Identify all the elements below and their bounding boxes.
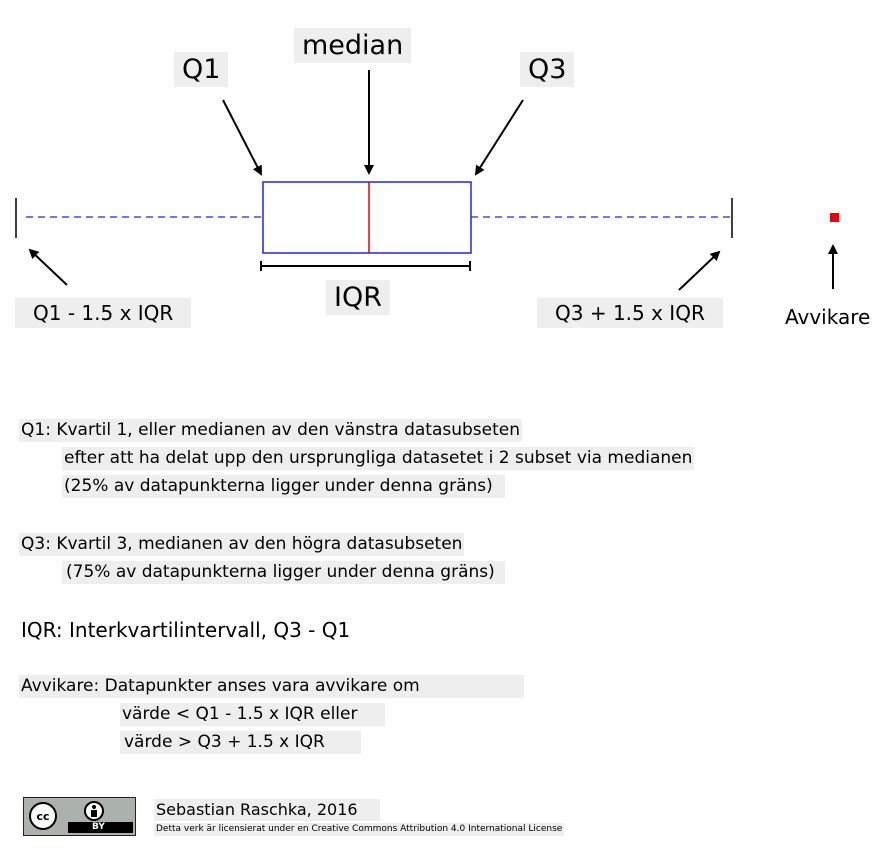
license-text[interactable]: Detta verk är licensierat under en Creative Commons Attribution 4.0 International License [156, 824, 563, 834]
iqr-box [263, 182, 471, 253]
q1-definition-line3: (25% av datapunkterna ligger under denna gräns) [62, 475, 505, 498]
upper-whisker-label: Q3 + 1.5 x IQR [537, 298, 723, 328]
q1-definition-line2: efter att ha delat upp den ursprungliga datasetet i 2 subset via medianen [62, 447, 694, 470]
q3-arrow [476, 100, 523, 174]
median-label: median [294, 28, 411, 63]
outlier-definition-line3: värde > Q3 + 1.5 x IQR [120, 731, 361, 754]
outlier-definition-line2: värde < Q1 - 1.5 x IQR eller [120, 703, 385, 726]
q3-definition-line2: (75% av datapunkterna ligger under denna gräns) [62, 561, 505, 584]
outlier-definition-line1: Avvikare: Datapunkter anses vara avvikare om [19, 675, 524, 698]
q3-label: Q3 [520, 52, 574, 87]
q1-arrow [223, 100, 261, 174]
lower-whisker-label: Q1 - 1.5 x IQR [15, 298, 191, 328]
q3-definition-line1: Q3: Kvartil 3, medianen av den högra datasubseten [19, 533, 464, 556]
by-label: BY [92, 822, 105, 832]
author-credit: Sebastian Raschka, 2016 [154, 799, 380, 821]
iqr-definition: IQR: Interkvartilintervall, Q3 - Q1 [21, 618, 351, 642]
upper-whisker-arrow [679, 252, 719, 290]
lower-whisker-arrow [30, 250, 67, 285]
cc-icon: cc [29, 802, 57, 830]
attribution-person-icon [84, 801, 104, 821]
outlier-label: Avvikare [785, 305, 871, 329]
q1-definition-line1: Q1: Kvartil 1, eller medianen av den vänstra datasubseten [19, 419, 522, 442]
iqr-label: IQR [326, 280, 390, 315]
outlier-point [830, 213, 839, 222]
creative-commons-badge[interactable] [23, 797, 136, 836]
q1-label: Q1 [174, 52, 228, 87]
